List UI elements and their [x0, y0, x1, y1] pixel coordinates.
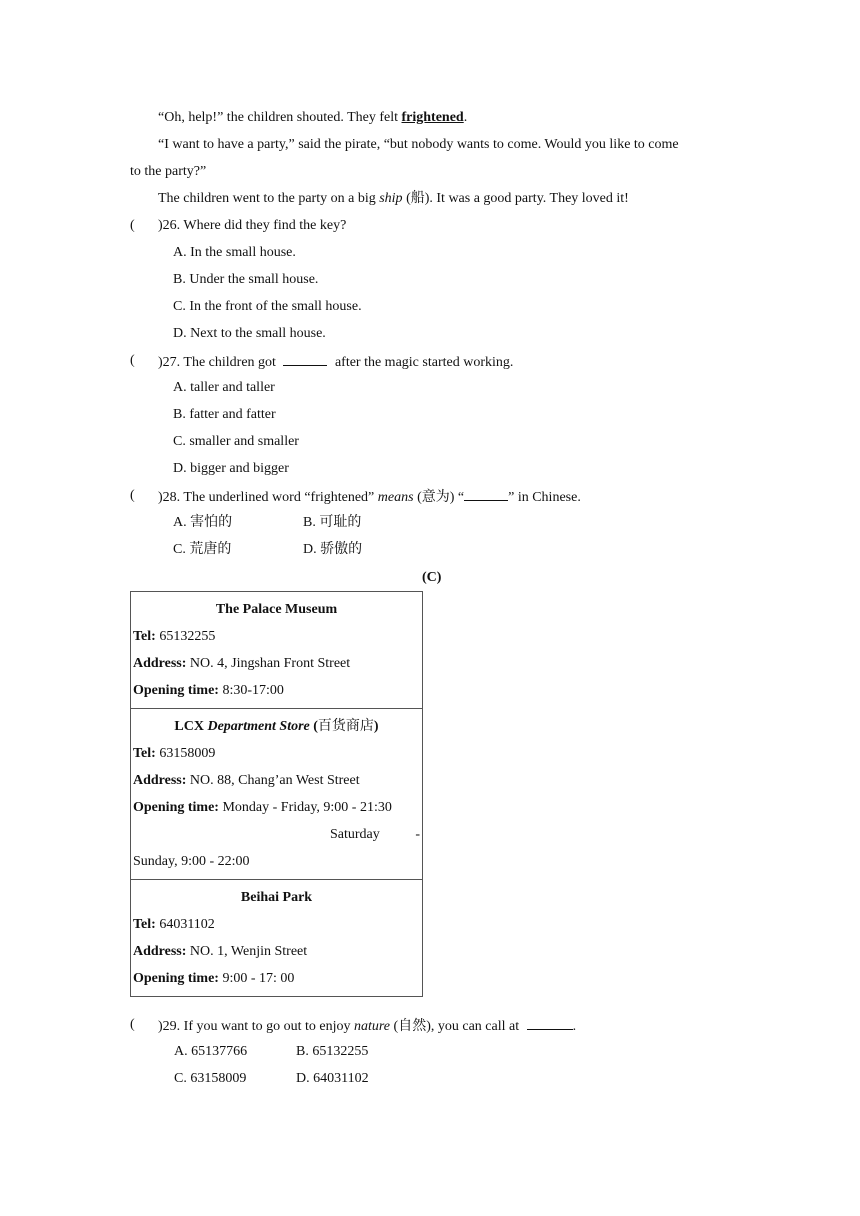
- table-row-beihai-park: [131, 880, 423, 997]
- answer-paren[interactable]: (: [130, 1017, 135, 1032]
- option-b: B. 65132255: [296, 1044, 369, 1059]
- option-d: D. bigger and bigger: [173, 461, 289, 476]
- option-c: C. smaller and smaller: [173, 434, 299, 449]
- underlined-word: frightened: [401, 110, 464, 125]
- info-table: [130, 591, 423, 997]
- tel-line: Tel: 65132255: [133, 629, 216, 644]
- opening-line: Opening time: 9:00 - 17: 00: [133, 971, 295, 986]
- answer-blank[interactable]: [283, 351, 327, 366]
- option-c: C. 荒唐的: [173, 542, 232, 557]
- option-b: B. fatter and fatter: [173, 407, 276, 422]
- place-title: LCX Department Store (百货商店): [174, 719, 379, 734]
- opening-line: Opening time: 8:30-17:00: [133, 683, 284, 698]
- option-d: D. 骄傲的: [303, 542, 363, 557]
- opening-line: Opening time: Monday - Friday, 9:00 - 21:30: [133, 800, 392, 815]
- address-line: Address: NO. 1, Wenjin Street: [133, 944, 308, 959]
- question-text: )26. Where did they find the key?: [158, 218, 347, 233]
- passage-paragraph-1: “Oh, help!” the children shouted. They felt frightened.: [158, 110, 468, 125]
- question-text: )27. The children got after the magic started working.: [158, 351, 513, 373]
- table-row-department-store: [131, 709, 423, 880]
- option-a: A. taller and taller: [173, 380, 275, 395]
- question-text: )28. The underlined word “frightened” means (意为) “ ” in Chinese.: [158, 486, 581, 508]
- answer-blank[interactable]: [527, 1015, 573, 1030]
- place-title: The Palace Museum: [215, 602, 338, 617]
- answer-paren[interactable]: (: [130, 488, 135, 503]
- option-b: B. 可耻的: [303, 515, 362, 530]
- opening-line-weekend: Saturday -: [330, 827, 420, 842]
- answer-paren[interactable]: (: [130, 353, 135, 368]
- section-label: (C): [422, 570, 442, 585]
- option-a: A. 65137766: [174, 1044, 248, 1059]
- tel-line: Tel: 64031102: [133, 917, 215, 932]
- option-d: D. Next to the small house.: [173, 326, 326, 341]
- opening-line-weekend-cont: Sunday, 9:00 - 22:00: [133, 854, 250, 869]
- option-a: A. In the small house.: [173, 245, 296, 260]
- question-text: )29. If you want to go out to enjoy nature (自然), you can call at .: [158, 1015, 576, 1037]
- answer-blank[interactable]: [464, 486, 508, 501]
- passage-paragraph-2-line-2: to the party?”: [130, 164, 207, 179]
- option-b: B. Under the small house.: [173, 272, 319, 287]
- address-line: Address: NO. 88, Chang’an West Street: [133, 773, 360, 788]
- option-c: C. 63158009: [174, 1071, 247, 1086]
- tel-line: Tel: 63158009: [133, 746, 216, 761]
- option-c: C. In the front of the small house.: [173, 299, 362, 314]
- answer-paren[interactable]: (: [130, 218, 135, 233]
- passage-paragraph-3: The children went to the party on a big ship (船). It was a good party. They loved it!: [158, 191, 629, 206]
- passage-paragraph-2-line-1: “I want to have a party,” said the pirate, “but nobody wants to come. Would you like to come: [158, 137, 679, 152]
- address-line: Address: NO. 4, Jingshan Front Street: [133, 656, 351, 671]
- place-title: Beihai Park: [240, 890, 313, 905]
- option-d: D. 64031102: [296, 1071, 369, 1086]
- option-a: A. 害怕的: [173, 515, 233, 530]
- table-row-palace-museum: [131, 592, 423, 709]
